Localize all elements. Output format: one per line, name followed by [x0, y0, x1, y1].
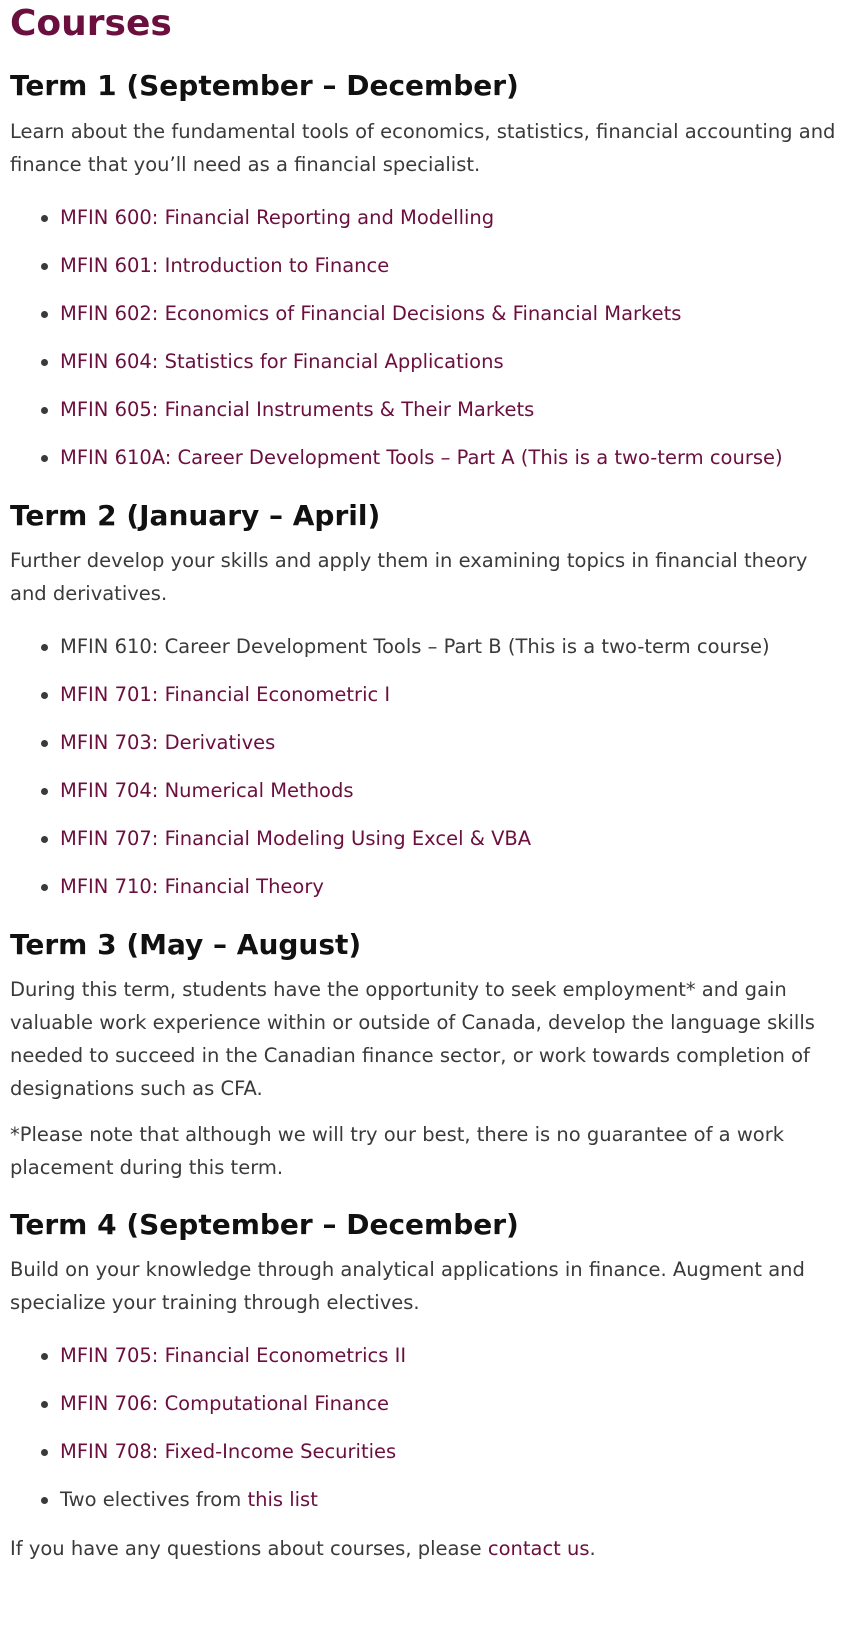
list-item: [60, 299, 840, 329]
term-1-heading: Term 1 (September – December): [10, 69, 519, 102]
term-4-section: [10, 1207, 840, 1533]
course-link-mfin-701[interactable]: MFIN 701: Financial Econometric I: [60, 683, 391, 706]
term-3-section: [10, 927, 840, 1184]
course-link-mfin-600[interactable]: MFIN 600: Financial Reporting and Modelling: [60, 206, 495, 229]
course-link-mfin-704[interactable]: MFIN 704: Numerical Methods: [60, 779, 354, 802]
course-text-mfin-610: MFIN 610: Career Development Tools – Part B (This is a two-term course): [60, 635, 770, 658]
contact-us-link[interactable]: contact us: [487, 1537, 590, 1560]
list-item: [60, 1485, 840, 1515]
list-item: [60, 680, 840, 710]
term-2-description: Further develop your skills and apply them in examining topics in financial theory and derivatives.: [10, 549, 808, 605]
list-item: [60, 347, 840, 377]
list-item: [60, 203, 840, 233]
term-4-heading: Term 4 (September – December): [10, 1208, 519, 1241]
term-3-note: *Please note that although we will try our best, there is no guarantee of a work placement during this term.: [10, 1123, 785, 1179]
list-item: [60, 443, 840, 473]
footer-suffix: .: [589, 1537, 596, 1560]
term-4-course-list: [10, 1341, 840, 1515]
term-2-heading: Term 2 (January – April): [10, 499, 381, 532]
list-item: [60, 824, 840, 854]
page-title: Courses: [10, 3, 172, 44]
term-3-heading: Term 3 (May – August): [10, 928, 362, 961]
course-link-mfin-601[interactable]: MFIN 601: Introduction to Finance: [60, 254, 390, 277]
term-2-course-list: [10, 632, 840, 902]
course-link-mfin-708[interactable]: MFIN 708: Fixed-Income Securities: [60, 1440, 397, 1463]
course-link-mfin-605[interactable]: MFIN 605: Financial Instruments & Their Markets: [60, 398, 535, 421]
term-2-section: [10, 498, 840, 920]
list-item: [60, 776, 840, 806]
term-1-section: [10, 68, 840, 491]
course-link-mfin-707[interactable]: MFIN 707: Financial Modeling Using Excel & VBA: [60, 827, 532, 850]
course-link-mfin-604[interactable]: MFIN 604: Statistics for Financial Applications: [60, 350, 504, 373]
term-3-description: During this term, students have the opportunity to seek employment* and gain valuable work experience within or outside of Canada, develop the language skills needed to succeed in the Canadian finance sector, or work towards completion of designations such as CFA.: [10, 978, 815, 1100]
list-item: [60, 395, 840, 425]
list-item: [60, 1389, 840, 1419]
electives-prefix: Two electives from: [60, 1488, 248, 1511]
term-4-description: Build on your knowledge through analytical applications in finance. Augment and specialize your training through electives.: [10, 1258, 805, 1314]
list-item: [60, 1341, 840, 1371]
course-link-mfin-703[interactable]: MFIN 703: Derivatives: [60, 731, 276, 754]
course-link-mfin-610a[interactable]: MFIN 610A: Career Development Tools – Part A (This is a two-term course): [60, 446, 783, 469]
list-item: [60, 872, 840, 902]
term-1-description: Learn about the fundamental tools of economics, statistics, financial accounting and finance that you’ll need as a financial specialist.: [10, 120, 836, 176]
course-link-mfin-705[interactable]: MFIN 705: Financial Econometrics II: [60, 1344, 407, 1367]
electives-list-link[interactable]: this list: [247, 1488, 318, 1511]
footer-prefix: If you have any questions about courses, please: [10, 1537, 488, 1560]
list-item: [60, 251, 840, 281]
term-1-course-list: [10, 203, 840, 473]
list-item: [60, 632, 840, 662]
list-item: [60, 728, 840, 758]
course-link-mfin-706[interactable]: MFIN 706: Computational Finance: [60, 1392, 389, 1415]
course-link-mfin-602[interactable]: MFIN 602: Economics of Financial Decisions & Financial Markets: [60, 302, 682, 325]
list-item: [60, 1437, 840, 1467]
course-link-mfin-710[interactable]: MFIN 710: Financial Theory: [60, 875, 324, 898]
contact-footer: [10, 1532, 840, 1565]
